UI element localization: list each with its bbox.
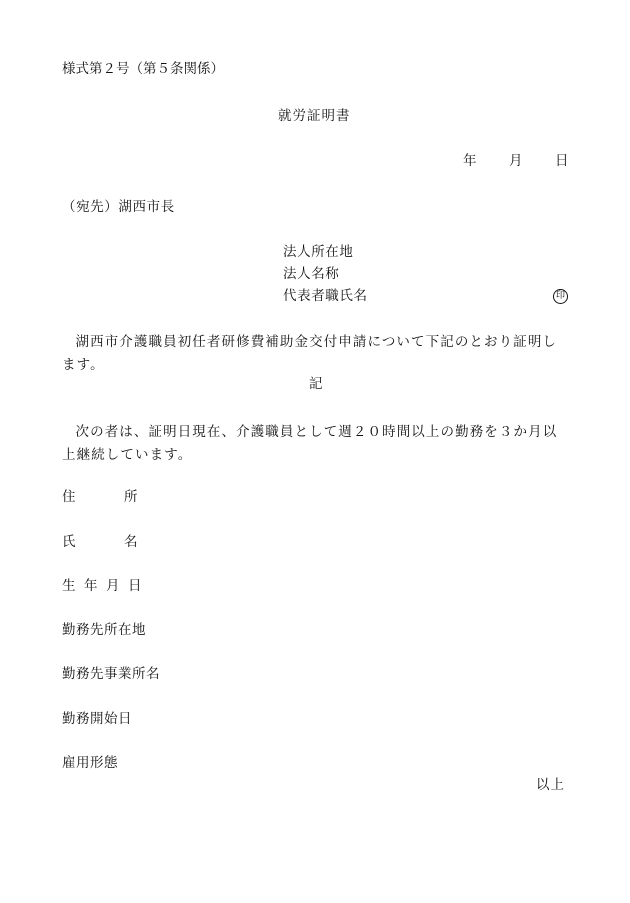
document-title: 就労証明書 [278,108,351,124]
field-address-label-part: 所 [124,489,138,505]
field-birthdate-label-part: 日 [128,578,142,594]
form-id: 様式第２号（第５条関係） [62,61,224,77]
field-name-label [62,536,138,550]
date-year-label: 年 [463,153,477,169]
field-address-label [62,491,138,505]
representative-label: 代表者職氏名 [283,288,368,304]
corp-address-label: 法人所在地 [283,244,354,260]
field-name-label-part: 名 [124,534,138,550]
date-month-label: 月 [509,153,523,169]
date-day-label: 日 [555,153,569,169]
field-birthdate-label [62,580,142,594]
field-name-label-part: 氏 [62,534,76,550]
field-workplace-address-label: 勤務先所在地 [62,622,146,638]
seal-mark: 印 [553,289,568,304]
field-birthdate-label-part: 年 [84,578,98,594]
field-birthdate-label-part: 月 [106,578,120,594]
field-birthdate-label-part: 生 [62,578,76,594]
intro-paragraph: 湖西市介護職員初任者研修費補助金交付申請について下記のとおり証明します。 [62,334,558,373]
addressee: （宛先）湖西市長 [62,199,175,215]
closing-text: 以上 [536,777,565,793]
corp-name-label: 法人名称 [283,266,340,282]
field-workplace-name-label: 勤務先事業所名 [62,666,160,682]
field-start-date-label: 勤務開始日 [62,711,132,727]
body-paragraph: 次の者は、証明日現在、介護職員として週２０時間以上の勤務を３か月以上継続しています。 [62,424,558,463]
field-address-label-part: 住 [62,489,76,505]
field-employment-type-label: 雇用形態 [62,755,118,771]
ki-heading: 記 [309,376,323,392]
